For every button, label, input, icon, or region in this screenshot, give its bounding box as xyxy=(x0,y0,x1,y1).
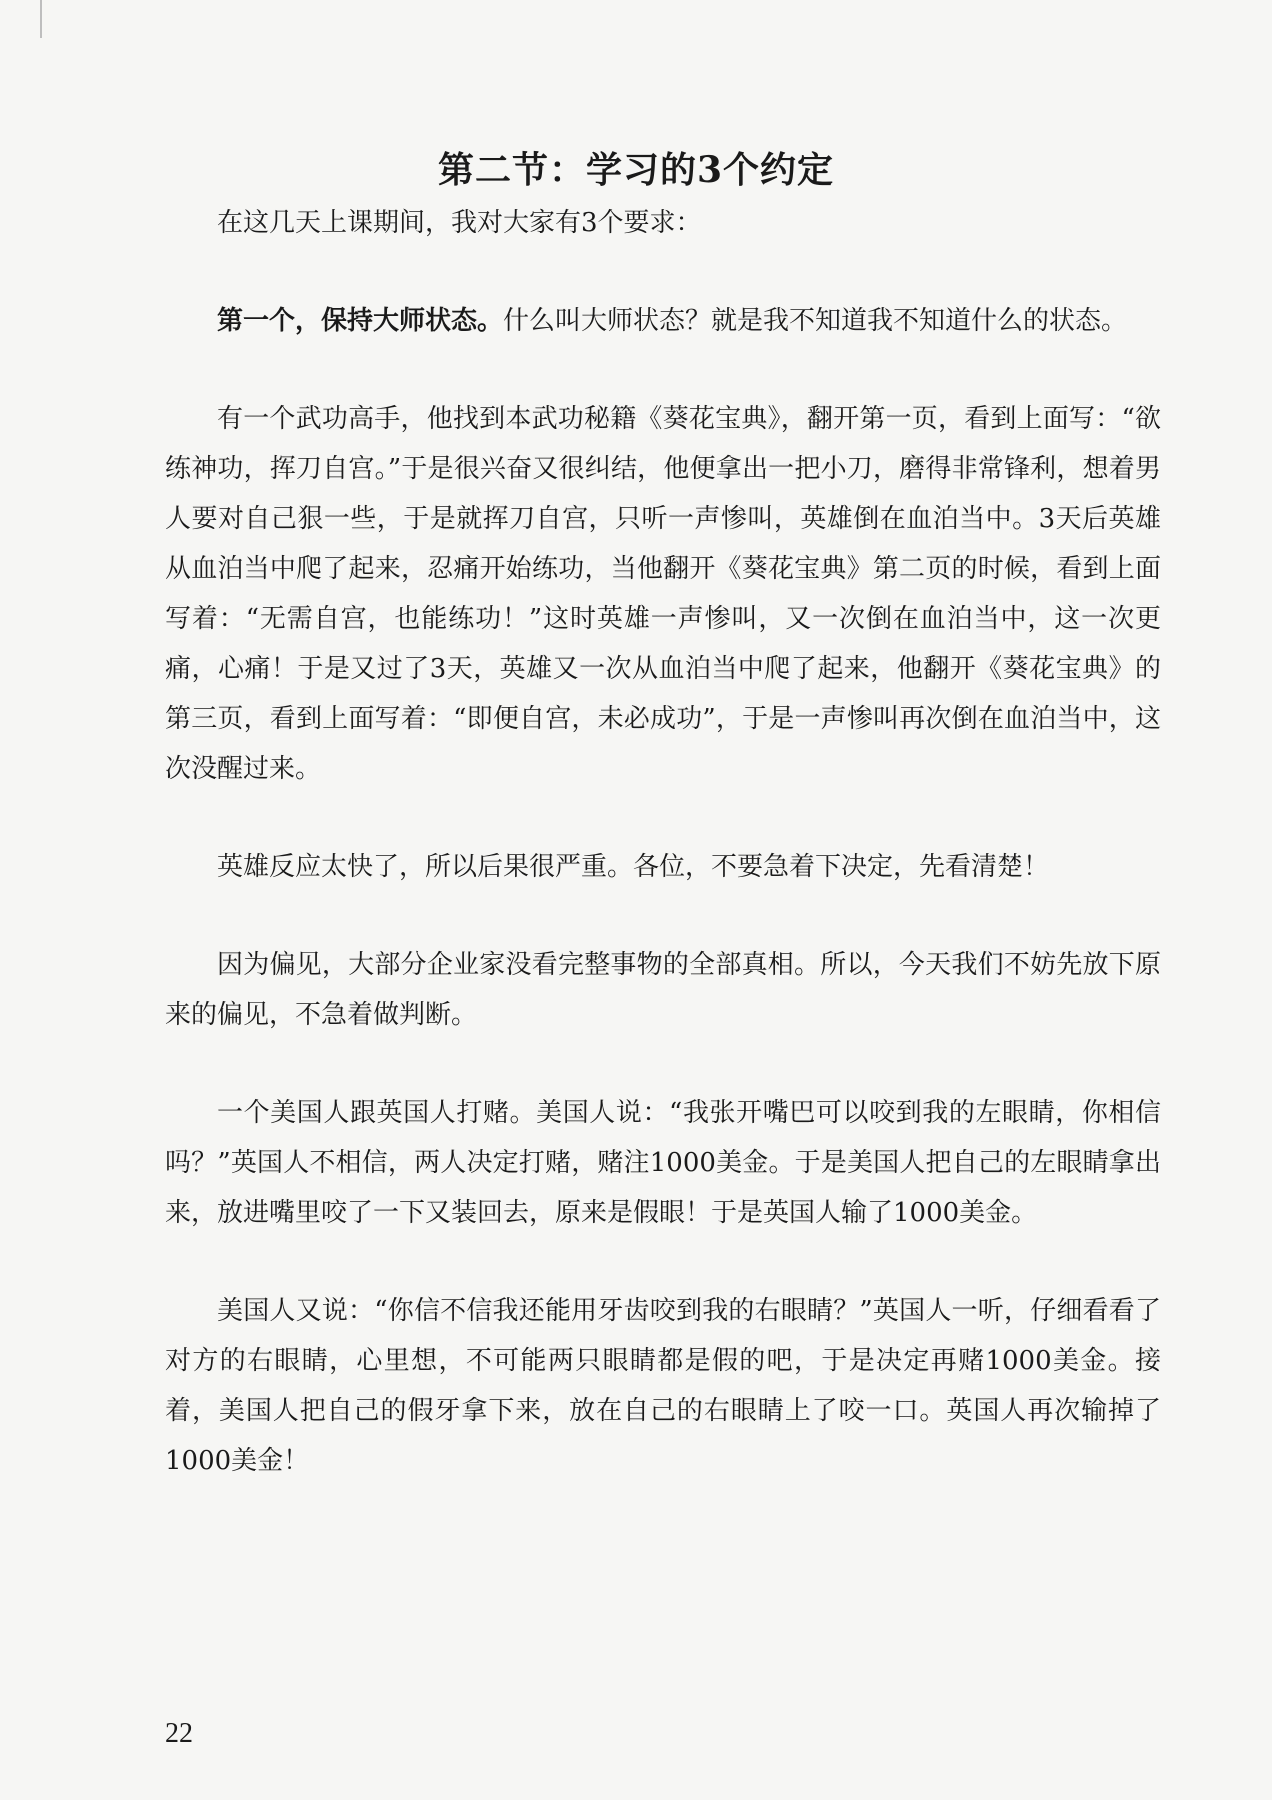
section-title: 第二节：学习的3个约定 xyxy=(437,149,835,192)
paragraph-6: 一个美国人跟英国人打赌。美国人说：“我张开嘴巴可以咬到我的左眼睛，你相信吗？”英国人不相信，两人决定打赌，赌注1000美金。于是美国人把自己的左眼睛拿出来，放进嘴里咬了一下又装回去，原来是假眼！于是英国人输了1000美金。 xyxy=(165,1098,1161,1228)
page-number: 22 xyxy=(165,1718,193,1749)
paragraph-1: 在这几天上课期间，我对大家有3个要求： xyxy=(217,208,702,238)
paragraph-lead: 第一个，保持大师状态。 xyxy=(217,306,504,336)
body-text xyxy=(165,198,1161,1486)
paragraph-2: 第一个，保持大师状态。什么叫大师状态？就是我不知道我不知道什么的状态。 xyxy=(217,306,1128,336)
paragraph-7: 美国人又说：“你信不信我还能用牙齿咬到我的右眼睛？”英国人一听，仔细看看了对方的右眼睛，心里想，不可能两只眼睛都是假的吧，于是决定再赌1000美金。接着，美国人把自己的假牙拿下来，放在自己的右眼睛上了咬一口。英国人再次输掉了1000美金！ xyxy=(165,1296,1161,1476)
paragraph-5: 因为偏见，大部分企业家没看完整事物的全部真相。所以，今天我们不妨先放下原来的偏见，不急着做判断。 xyxy=(165,950,1161,1030)
paragraph-4: 英雄反应太快了，所以后果很严重。各位，不要急着下决定，先看清楚！ xyxy=(217,852,1050,882)
scan-edge-mark xyxy=(40,0,48,38)
paragraph-3: 有一个武功高手，他找到本武功秘籍《葵花宝典》，翻开第一页，看到上面写：“欲练神功，挥刀自宫。”于是很兴奋又很纠结，他便拿出一把小刀，磨得非常锋利，想着男人要对自己狠一些，于是就挥刀自宫，只听一声惨叫，英雄倒在血泊当中。3天后英雄从血泊当中爬了起来，忍痛开始练功，当他翻开《葵花宝典》第二页的时候，看到上面写着：“无需自宫，也能练功！”这时英雄一声惨叫，又一次倒在血泊当中，这一次更痛，心痛！于是又过了3天，英雄又一次从血泊当中爬了起来，他翻开《葵花宝典》的第三页，看到上面写着：“即便自宫，未必成功”，于是一声惨叫再次倒在血泊当中，这次没醒过来。 xyxy=(165,404,1161,784)
